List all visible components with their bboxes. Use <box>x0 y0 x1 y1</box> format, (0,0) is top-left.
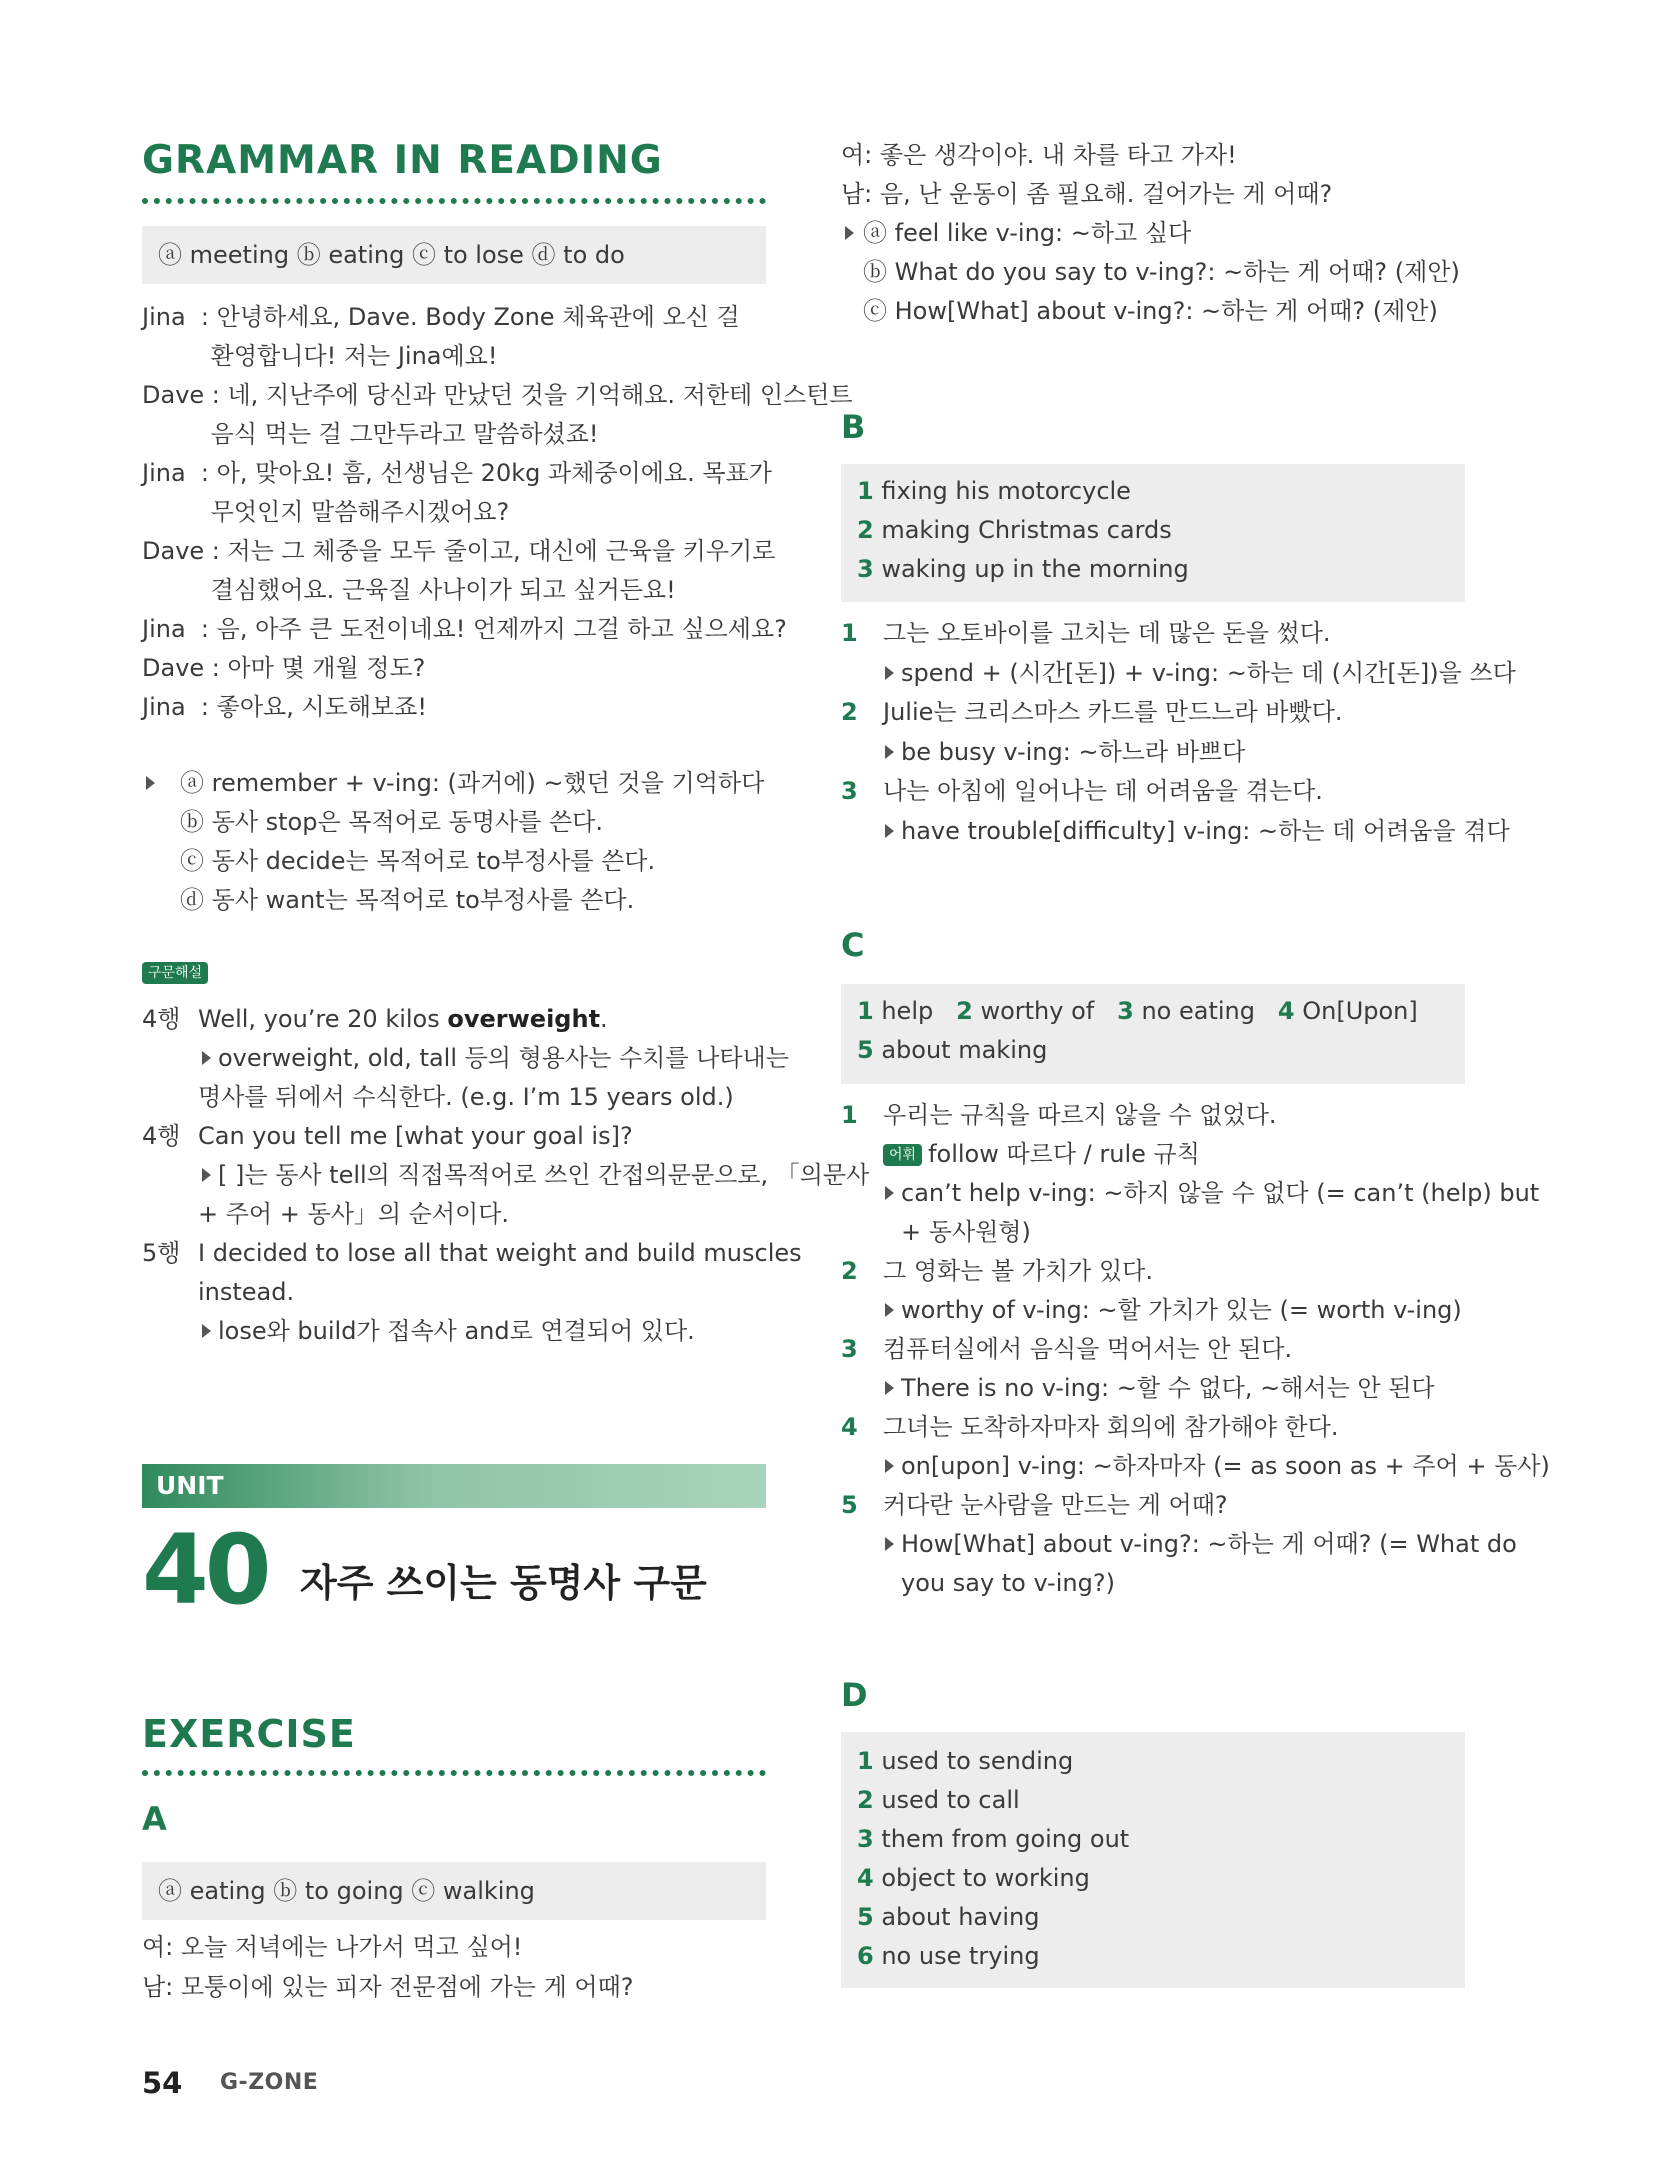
dialogue-line: 결심했어요. 근육질 사나이가 되고 싶거든요! <box>142 576 676 604</box>
section-a-answers: ⓐ eating ⓑ to going ⓒ walking <box>158 1877 535 1905</box>
analysis-sentence <box>198 1000 608 1039</box>
item-text: Julie는 크리스마스 카드를 만드느라 바빴다. <box>883 698 1343 726</box>
note-line: ⓑ 동사 stop은 목적어로 동명사를 쓴다. <box>180 808 603 836</box>
answer-text: fixing his motorcycle <box>881 477 1131 505</box>
arrow-icon <box>885 1459 894 1473</box>
note-line: ⓓ 동사 want는 목적어로 to부정사를 쓴다. <box>180 886 635 914</box>
item-number: 4 <box>841 1413 858 1441</box>
arrow-icon <box>202 1168 211 1182</box>
dialogue-line: 환영합니다! 저는 Jina예요! <box>142 342 498 370</box>
answer-number: 1 <box>857 477 874 505</box>
analysis-bold-word: overweight <box>447 1005 601 1033</box>
unit-bar <box>142 1464 766 1508</box>
answer-text: worthy of <box>980 997 1095 1025</box>
answer-text: used to sending <box>881 1747 1074 1775</box>
section-c-letter: C <box>841 926 865 964</box>
answer-text: no eating <box>1141 997 1255 1025</box>
dialogue-line: Jina : 좋아요, 시도해보죠! <box>142 693 427 721</box>
vocab-line <box>883 1135 1200 1174</box>
answer-row <box>857 992 1418 1031</box>
arrow-icon <box>146 776 155 790</box>
section-b-answer-box <box>841 464 1465 602</box>
answer-text: them from going out <box>881 1825 1130 1853</box>
arrow-icon <box>885 1381 894 1395</box>
dialogue-line: Jina : 아, 맞아요! 흠, 선생님은 20kg 과체중이에요. 목표가 <box>142 459 772 487</box>
unit-title: 자주 쓰이는 동명사 구문 <box>300 1561 707 1605</box>
item-note: you say to v-ing?) <box>901 1569 1115 1597</box>
analysis-tag-label: 구문해설 <box>142 962 208 984</box>
answer-number: 3 <box>857 555 874 583</box>
answer-item <box>857 1742 1073 1781</box>
page-number: 54 <box>142 2066 183 2100</box>
item-number: 3 <box>841 1335 858 1363</box>
section-a-letter: A <box>142 1800 167 1838</box>
answer-number: 2 <box>857 516 874 544</box>
answer-text: about making <box>881 1036 1048 1064</box>
section-c-answer-box <box>841 984 1465 1084</box>
analysis-sentence: instead. <box>198 1278 295 1306</box>
answer-number: 2 <box>956 997 973 1025</box>
answer-number: 4 <box>857 1864 874 1892</box>
item-text: 컴퓨터실에서 음식을 먹어서는 안 된다. <box>883 1335 1293 1363</box>
dialogue-line: 음식 먹는 걸 그만두라고 말씀하셨죠! <box>142 420 599 448</box>
item-note: be busy v-ing: ~하느라 바쁘다 <box>901 738 1246 766</box>
item-note: worthy of v-ing: ~할 가치가 있는 (= worth v-ing) <box>901 1296 1462 1324</box>
answer-number: 2 <box>857 1786 874 1814</box>
answer-box-text: ⓐ meeting ⓑ eating ⓒ to lose ⓓ to do <box>158 241 625 269</box>
analysis-note: + 주어 + 동사」의 순서이다. <box>198 1200 510 1228</box>
answer-text: used to call <box>881 1786 1020 1814</box>
grammar-in-reading-title: GRAMMAR IN READING <box>142 138 663 183</box>
analysis-note: 명사를 뒤에서 수식한다. (e.g. I’m 15 years old.) <box>198 1083 734 1111</box>
item-note: have trouble[difficulty] v-ing: ~하는 데 어려움을 겪다 <box>901 817 1510 845</box>
answer-item <box>857 511 1172 550</box>
answer-text: no use trying <box>881 1942 1040 1970</box>
answer-text: help <box>881 997 934 1025</box>
answer-number: 3 <box>1117 997 1134 1025</box>
dialogue-line: Dave : 네, 지난주에 당신과 만났던 것을 기억해요. 저한테 인스턴트 <box>142 381 853 409</box>
item-text: 나는 아침에 일어나는 데 어려움을 겪는다. <box>883 777 1323 805</box>
answer-number: 6 <box>857 1942 874 1970</box>
section-b-letter: B <box>841 408 866 446</box>
arrow-icon <box>885 1186 894 1200</box>
answer-item <box>857 1937 1040 1976</box>
item-number: 1 <box>841 1101 858 1129</box>
section-d-answer-box <box>841 1732 1465 1988</box>
analysis-note: lose와 build가 접속사 and로 연결되어 있다. <box>218 1317 695 1345</box>
section-a-answer-box <box>142 1862 766 1920</box>
arrow-icon <box>885 666 894 680</box>
item-note: on[upon] v-ing: ~하자마자 (= as soon as + 주어 + 동사) <box>901 1452 1550 1480</box>
dialogue-line: Dave : 아마 몇 개월 정도? <box>142 654 426 682</box>
analysis-note: overweight, old, tall 등의 형용사는 수치를 나타내는 <box>218 1044 789 1072</box>
arrow-icon <box>885 745 894 759</box>
answer-text: On[Upon] <box>1302 997 1418 1025</box>
answer-number: 1 <box>857 1747 874 1775</box>
unit-label: UNIT <box>156 1471 224 1500</box>
analysis-line-label: 4행 <box>142 1005 181 1033</box>
note-line: ⓐ remember + v-ing: (과거에) ~했던 것을 기억하다 <box>180 769 765 797</box>
answer-text: object to working <box>881 1864 1090 1892</box>
answer-item <box>857 1898 1039 1937</box>
book-label: G-ZONE <box>220 2070 319 2095</box>
arrow-icon <box>845 226 854 240</box>
answer-row <box>857 1031 1047 1070</box>
answer-item <box>857 1859 1090 1898</box>
dialogue-line: Jina : 안녕하세요, Dave. Body Zone 체육관에 오신 걸 <box>142 303 740 331</box>
item-number: 1 <box>841 619 858 647</box>
item-note: There is no v-ing: ~할 수 없다, ~해서는 안 된다 <box>901 1374 1435 1402</box>
item-number: 2 <box>841 698 858 726</box>
arrow-icon <box>885 824 894 838</box>
item-note: + 동사원형) <box>901 1218 1031 1246</box>
arrow-icon <box>202 1051 211 1065</box>
analysis-sentence: Can you tell me [what your goal is]? <box>198 1122 633 1150</box>
exercise-divider <box>142 1770 766 1776</box>
answer-text: about having <box>881 1903 1040 1931</box>
note-line: ⓒ How[What] about v-ing?: ~하는 게 어때? (제안) <box>863 297 1438 325</box>
item-note: can’t help v-ing: ~하지 않을 수 없다 (= can’t (help) but <box>901 1179 1540 1207</box>
translation-line: 남: 음, 난 운동이 좀 필요해. 걸어가는 게 어때? <box>841 180 1333 208</box>
translation-line: 남: 모퉁이에 있는 피자 전문점에 가는 게 어때? <box>142 1973 634 2001</box>
answer-box <box>142 226 766 284</box>
note-line: ⓑ What do you say to v-ing?: ~하는 게 어때? (제안) <box>863 258 1460 286</box>
answer-text: making Christmas cards <box>881 516 1172 544</box>
note-line: ⓐ feel like v-ing: ~하고 싶다 <box>863 219 1192 247</box>
answer-number: 3 <box>857 1825 874 1853</box>
analysis-sentence: I decided to lose all that weight and build muscles <box>198 1239 802 1267</box>
translation-line: 여: 오늘 저녁에는 나가서 먹고 싶어! <box>142 1933 523 1961</box>
analysis-note: [ ]는 동사 tell의 직접목적어로 쓰인 간접의문문으로, 「의문사 <box>218 1161 870 1189</box>
item-text: 커다란 눈사람을 만드는 게 어때? <box>883 1491 1228 1519</box>
item-note: How[What] about v-ing?: ~하는 게 어때? (= What do <box>901 1530 1517 1558</box>
dialogue-line: Dave : 저는 그 체중을 모두 줄이고, 대신에 근육을 키우기로 <box>142 537 776 565</box>
item-number: 2 <box>841 1257 858 1285</box>
arrow-icon <box>885 1303 894 1317</box>
analysis-line-label: 4행 <box>142 1122 181 1150</box>
answer-number: 4 <box>1277 997 1295 1025</box>
item-text: 우리는 규칙을 따르지 않을 수 없었다. <box>883 1101 1277 1129</box>
analysis-line-label: 5행 <box>142 1239 181 1267</box>
answer-number: 5 <box>857 1903 874 1931</box>
item-note: spend + (시간[돈]) + v-ing: ~하는 데 (시간[돈])을 쓰다 <box>901 659 1516 687</box>
item-number: 3 <box>841 777 858 805</box>
item-number: 5 <box>841 1491 858 1519</box>
title-divider <box>142 198 766 204</box>
item-text: 그녀는 도착하자마자 회의에 참가해야 한다. <box>883 1413 1339 1441</box>
answer-number: 5 <box>857 1036 874 1064</box>
answer-item <box>857 472 1131 511</box>
dialogue-line: Jina : 음, 아주 큰 도전이네요! 언제까지 그걸 하고 싶으세요? <box>142 615 787 643</box>
answer-item <box>857 550 1189 589</box>
translation-line: 여: 좋은 생각이야. 내 차를 타고 가자! <box>841 141 1237 169</box>
exercise-title: EXERCISE <box>142 1712 356 1756</box>
item-text: 그 영화는 볼 가치가 있다. <box>883 1257 1153 1285</box>
analysis-sentence-text: Well, you’re 20 kilos <box>198 1005 448 1033</box>
note-line: ⓒ 동사 decide는 목적어로 to부정사를 쓴다. <box>180 847 656 875</box>
item-text: 그는 오토바이를 고치는 데 많은 돈을 썼다. <box>883 619 1331 647</box>
answer-item <box>857 1820 1129 1859</box>
section-d-letter: D <box>841 1676 868 1714</box>
vocab-tag: 어휘 <box>883 1144 922 1166</box>
answer-text: waking up in the morning <box>881 555 1189 583</box>
analysis-tag <box>142 962 214 984</box>
answer-number: 1 <box>857 997 874 1025</box>
arrow-icon <box>202 1324 211 1338</box>
unit-number: 40 <box>142 1514 268 1626</box>
arrow-icon <box>885 1537 894 1551</box>
dialogue-line: 무엇인지 말씀해주시겠어요? <box>142 498 510 526</box>
vocab-text: follow 따르다 / rule 규칙 <box>928 1140 1200 1168</box>
answer-item <box>857 1781 1020 1820</box>
analysis-sentence-text: . <box>600 1005 608 1033</box>
